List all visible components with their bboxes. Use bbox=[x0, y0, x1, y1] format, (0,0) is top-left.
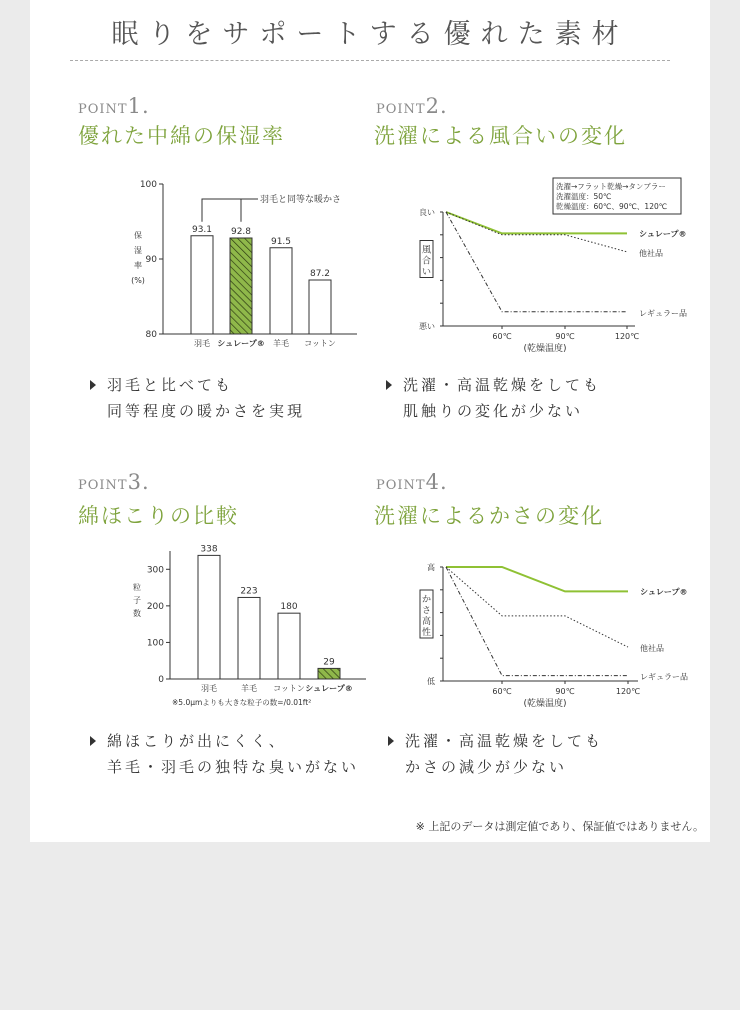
bar bbox=[238, 597, 260, 679]
data-label: 91.5 bbox=[270, 236, 292, 247]
point-3-number: 3. bbox=[127, 470, 150, 494]
point-1-heading: 優れた中綿の保湿率 bbox=[78, 124, 285, 148]
point-3-bullet bbox=[90, 728, 359, 780]
y-tick-label: 90 bbox=[145, 255, 157, 265]
point-2-bullet bbox=[386, 372, 601, 424]
series-line bbox=[446, 567, 628, 591]
y-tick-label: 0 bbox=[158, 675, 164, 685]
y-top-label: 良い bbox=[419, 208, 435, 217]
y-top-label: 高 bbox=[427, 563, 435, 572]
bullet-triangle-icon bbox=[90, 380, 96, 390]
point-3-label bbox=[78, 470, 150, 494]
x-tick-label: 羽毛 bbox=[201, 684, 217, 693]
condition-text: 洗濯→フラット乾燥→タンブラー bbox=[556, 182, 666, 191]
point-2-line-2: 肌触りの変化が少ない bbox=[403, 402, 584, 420]
point-2-label bbox=[376, 94, 448, 118]
y-tick-label: 100 bbox=[146, 638, 164, 649]
point-3-line-1: 綿ほこりが出にくく、 bbox=[107, 732, 287, 750]
materials-card bbox=[30, 0, 710, 842]
point-4-label bbox=[376, 470, 448, 494]
series-line bbox=[446, 567, 628, 676]
y-axis-label: 率 bbox=[134, 261, 142, 270]
point-4-heading: 洗濯によるかさの変化 bbox=[374, 504, 604, 528]
y-tick-label: 300 bbox=[146, 565, 164, 576]
y-axis-label: (%) bbox=[131, 276, 145, 285]
bar bbox=[270, 248, 292, 334]
point-4-line-1: 洗濯・高温乾燥をしても bbox=[405, 732, 604, 750]
x-tick-label: コットン bbox=[273, 684, 305, 693]
x-tick-label: 60℃ bbox=[492, 332, 512, 341]
bullet-triangle-icon bbox=[90, 736, 96, 746]
point-1-label bbox=[78, 94, 150, 118]
y-tick-label: 200 bbox=[146, 601, 164, 612]
point-1-line-2: 同等程度の暖かさを実現 bbox=[107, 402, 306, 420]
data-label: 93.1 bbox=[191, 224, 213, 235]
point-2-heading: 洗濯による風合いの変化 bbox=[374, 124, 627, 148]
series-label: シュレープ® bbox=[639, 229, 687, 239]
point-1-number: 1. bbox=[127, 94, 150, 118]
point-3-line-2: 羊毛・羽毛の独特な臭いがない bbox=[107, 758, 360, 776]
x-tick-label: 羊毛 bbox=[241, 684, 257, 693]
data-label: 223 bbox=[240, 586, 258, 597]
point-2-number: 2. bbox=[425, 94, 448, 118]
series-line bbox=[446, 212, 627, 252]
series-label: レギュラー品 bbox=[639, 308, 687, 318]
x-tick-label: 120℃ bbox=[615, 687, 641, 696]
y-bottom-label: 悪い bbox=[419, 322, 435, 331]
x-tick-label: 90℃ bbox=[555, 332, 575, 341]
point-1-bullet bbox=[90, 372, 305, 424]
point-2-prefix: POINT bbox=[376, 102, 426, 117]
y-axis-label: 合 bbox=[421, 256, 432, 267]
y-bottom-label: 低 bbox=[427, 677, 435, 686]
data-label: 338 bbox=[200, 544, 218, 555]
chart-loft-change bbox=[370, 555, 688, 715]
disclaimer-footnote: ※ 上記のデータは測定値であり、保証値ではありません。 bbox=[415, 820, 704, 833]
bullet-triangle-icon bbox=[386, 380, 392, 390]
y-axis-label: 風 bbox=[421, 245, 432, 256]
data-label: 29 bbox=[323, 657, 335, 668]
x-axis-label: (乾燥温度) bbox=[523, 699, 567, 709]
annotation-label: 羽毛と同等な暖かさ bbox=[260, 195, 342, 205]
y-axis-label: さ bbox=[421, 606, 432, 616]
point-4-number: 4. bbox=[425, 470, 448, 494]
series-line bbox=[446, 212, 627, 312]
chart-texture-change bbox=[370, 172, 687, 357]
x-tick-label: 羽毛 bbox=[194, 339, 210, 348]
chart-moisture-retention bbox=[100, 172, 360, 352]
x-tick-label: コットン bbox=[304, 339, 336, 348]
chart-lint-comparison bbox=[100, 545, 370, 715]
point-4-bullet bbox=[388, 728, 603, 780]
point-3-prefix: POINT bbox=[78, 478, 128, 493]
condition-text: 洗濯温度：50℃ bbox=[556, 192, 612, 201]
y-axis-label: 保 bbox=[134, 231, 142, 240]
series-line bbox=[446, 567, 628, 647]
bar bbox=[278, 613, 300, 679]
y-tick-label: 80 bbox=[145, 330, 157, 340]
point-2-line-1: 洗濯・高温乾燥をしても bbox=[403, 376, 602, 394]
x-tick-label: 60℃ bbox=[492, 687, 512, 696]
bar bbox=[309, 280, 331, 334]
y-axis-label: 子 bbox=[133, 596, 141, 605]
y-axis-label: 高 bbox=[421, 617, 432, 627]
bar bbox=[318, 668, 340, 679]
x-axis-label: (乾燥温度) bbox=[523, 344, 567, 354]
x-tick-label: シュレープ® bbox=[217, 339, 265, 348]
y-axis-label: い bbox=[421, 267, 432, 278]
y-axis-label: 粒 bbox=[133, 583, 141, 592]
bar bbox=[198, 555, 220, 679]
condition-text: 乾燥温度：60℃、90℃、120℃ bbox=[556, 202, 668, 211]
y-axis-label: 数 bbox=[133, 609, 141, 618]
x-tick-label: シュレープ® bbox=[305, 684, 353, 693]
page-title: 眠りをサポートする優れた素材 bbox=[111, 19, 629, 50]
series-label: シュレープ® bbox=[640, 587, 688, 597]
y-tick-label: 100 bbox=[139, 180, 157, 190]
data-label: 180 bbox=[280, 602, 298, 613]
x-tick-label: 120℃ bbox=[614, 332, 640, 341]
title-divider bbox=[70, 60, 670, 61]
point-1-prefix: POINT bbox=[78, 102, 128, 117]
bar bbox=[230, 238, 252, 334]
series-label: 他社品 bbox=[640, 644, 664, 654]
series-label: 他社品 bbox=[639, 248, 663, 258]
point-4-line-2: かさの減少が少ない bbox=[405, 758, 568, 776]
point-4-prefix: POINT bbox=[376, 478, 426, 493]
x-tick-label: 羊毛 bbox=[273, 339, 289, 348]
data-label: 92.8 bbox=[230, 227, 252, 237]
bullet-triangle-icon bbox=[388, 736, 394, 746]
y-axis-label: 性 bbox=[421, 628, 432, 638]
point-1-line-1: 羽毛と比べても bbox=[107, 376, 234, 394]
x-tick-label: 90℃ bbox=[555, 687, 575, 696]
chart-note: ※5.0μmよりも大きな粒子の数=/0.01ft² bbox=[172, 698, 312, 707]
y-axis-label: 湿 bbox=[134, 246, 142, 255]
point-3-heading: 綿ほこりの比較 bbox=[78, 504, 239, 528]
y-axis-label: か bbox=[421, 595, 432, 605]
data-label: 87.2 bbox=[309, 269, 331, 279]
annotation-bracket bbox=[202, 199, 241, 222]
bar bbox=[191, 236, 213, 334]
series-label: レギュラー品 bbox=[640, 672, 688, 682]
